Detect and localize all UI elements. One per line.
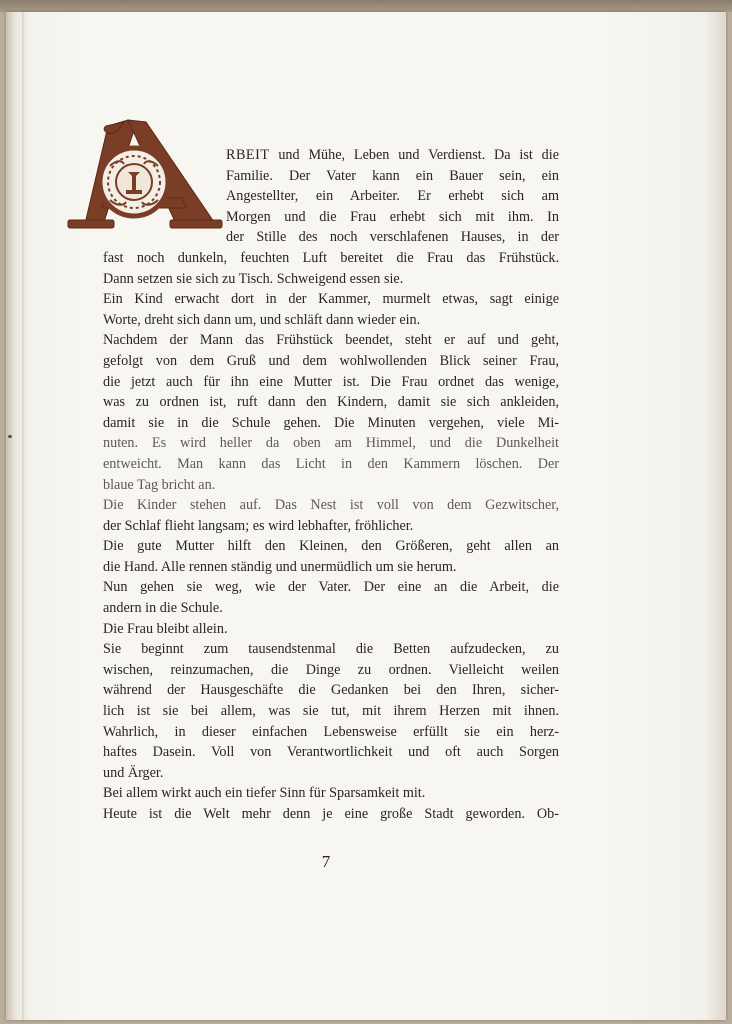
text-line: Heute ist die Welt mehr denn je eine große Stadt geworden. Ob-: [103, 806, 559, 822]
page-number: 7: [321, 852, 331, 871]
text-line: die Hand. Alle rennen ständig und unermüdlich um sie herum.: [103, 558, 457, 575]
text-line: Wahrlich, in dieser einfachen Lebensweise erfüllt sie ein herz-: [103, 723, 559, 740]
text-line: der Schlaf flieht langsam; es wird lebhafter, fröhlicher.: [103, 517, 414, 534]
text-line: die jetzt auch für ihn eine Mutter ist. Die Frau ordnet das wenige,: [103, 373, 559, 390]
text-line: Nachdem der Mann das Frühstück beendet, steht er auf und geht,: [103, 332, 559, 349]
top-book-edge: [0, 0, 732, 12]
text-line: Angestellter, ein Arbeiter. Er erhebt sich am: [226, 188, 559, 205]
body-text: [103, 145, 559, 825]
text-line: Nun gehen sie weg, wie der Vater. Der eine an die Arbeit, die: [103, 579, 559, 596]
text-line: haftes Dasein. Voll von Verantwortlichkeit und oft auch Sorgen: [103, 744, 559, 761]
text-line: Ein Kind erwacht dort in der Kammer, murmelt etwas, sagt einige: [103, 291, 559, 308]
text-line: Familie. Der Vater kann ein Bauer sein, ein: [226, 167, 559, 184]
text-line: Morgen und die Frau erhebt sich mit ihm. In: [226, 208, 559, 225]
text-line: Sie beginnt zum tausendstenmal die Betten aufzudecken, zu: [103, 641, 559, 658]
text-line: wischen, reinzumachen, die Dinge zu ordnen. Vielleicht weilen: [103, 661, 559, 678]
text-line: Die gute Mutter hilft den Kleinen, den Größeren, geht allen an: [103, 538, 559, 555]
text-line: damit sie in die Schule gehen. Die Minuten vergehen, viele Mi-: [103, 414, 559, 431]
text-line: entweicht. Man kann das Licht in den Kammern löschen. Der: [103, 455, 559, 472]
ink-speck: [8, 435, 12, 438]
text-line: gefolgt von dem Gruß und dem wohlwollenden Blick seiner Frau,: [103, 352, 559, 369]
text-line: und Ärger.: [103, 764, 164, 781]
text-line: Die Kinder stehen auf. Das Nest ist voll von dem Gezwitscher,: [103, 497, 559, 514]
dropcap-continuation: RBEIT und Mühe, Leben und Verdienst. Da ist die: [226, 147, 559, 163]
text-line: lich ist sie bei allem, was sie tut, mit ihrem Herzen mit ihnen.: [103, 703, 559, 720]
text-line: andern in die Schule.: [103, 600, 223, 617]
text-line: Bei allem wirkt auch ein tiefer Sinn für Sparsamkeit mit.: [103, 785, 426, 802]
text-line: fast noch dunkeln, feuchten Luft bereitet die Frau das Frühstück.: [103, 249, 559, 266]
text-line: blaue Tag bricht an.: [103, 476, 216, 493]
gutter-shadow: [22, 12, 25, 1020]
text-line: während der Hausgeschäfte die Gedanken bei den Ihren, sicher-: [103, 682, 559, 699]
text-line: was zu ordnen ist, ruft dann den Kindern, damit sie sich ankleiden,: [103, 394, 559, 411]
text-line: Die Frau bleibt allein.: [103, 620, 228, 637]
text-line: [103, 145, 559, 166]
text-line: Dann setzen sie sich zu Tisch. Schweigend essen sie.: [103, 270, 404, 287]
text-line: der Stille des noch verschlafenen Hauses, in der: [226, 229, 559, 246]
text-line: Worte, dreht sich dann um, und schläft dann wieder ein.: [103, 311, 421, 328]
text-line: nuten. Es wird heller da oben am Himmel, und die Dunkelheit: [103, 435, 559, 452]
